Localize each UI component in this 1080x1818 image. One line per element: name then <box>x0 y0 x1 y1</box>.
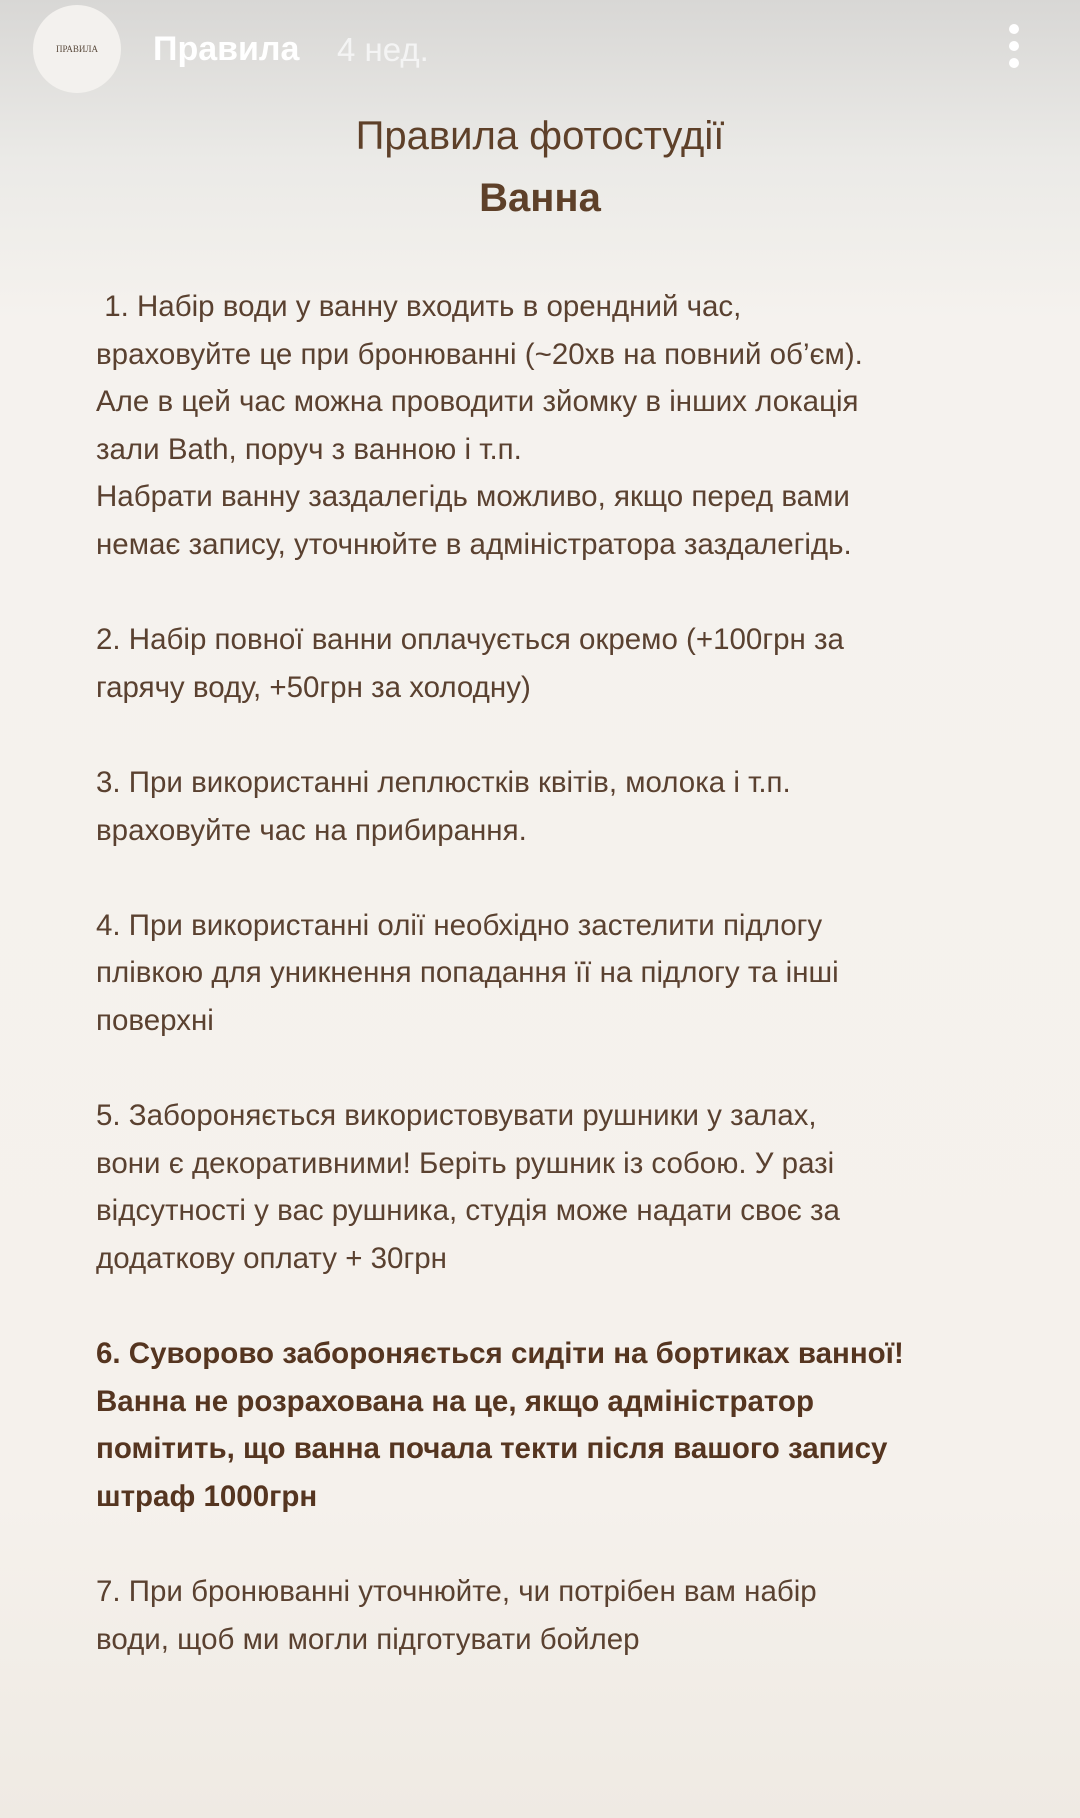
rule-item <box>96 902 904 1045</box>
rule-line: Але в цей час можна проводити зйомку в інших локація <box>96 385 859 419</box>
page-subtitle: Ванна <box>479 176 601 220</box>
rule-item <box>96 283 904 569</box>
rule-line: 1. Набір води у ванну входить в орендний час, <box>96 290 742 323</box>
more-vertical-icon[interactable] <box>1004 24 1024 68</box>
rule-line: Набрати ванну заздалегідь можливо, якщо перед вами <box>96 480 850 514</box>
page-title: Правила фотостудії <box>355 114 725 158</box>
rule-line: зали Bath, поруч з ванною і т.п. <box>96 432 522 466</box>
rule-line: води, щоб ми могли підготувати бойлер <box>96 1622 640 1656</box>
rule-line: Ванна не розрахована на це, якщо адміністратор <box>96 1384 814 1418</box>
story-username[interactable]: Правила <box>153 30 300 68</box>
rule-item <box>96 1330 904 1520</box>
story-timestamp: 4 нед. <box>337 31 429 68</box>
rule-line: помітить, що ванна почала текти після вашого запису <box>96 1432 888 1466</box>
rule-line: поверхні <box>96 1003 214 1037</box>
rule-line: гарячу воду, +50грн за холодну) <box>96 670 531 704</box>
rule-item <box>96 1092 904 1282</box>
rule-line: 2. Набір повної ванни оплачується окремо (+100грн за <box>96 623 844 657</box>
rule-line: 6. Суворово забороняється сидіти на бортиках ванної! <box>96 1337 904 1371</box>
rule-line: відсутності у вас рушника, студія може надати своє за <box>96 1194 840 1228</box>
avatar-text: ПРАВИЛА <box>56 44 98 54</box>
rule-line: додаткову оплату + 30грн <box>96 1241 447 1275</box>
rule-line: штраф 1000грн <box>96 1479 318 1513</box>
rule-line: 4. При використанні олії необхідно застелити підлогу <box>96 908 823 942</box>
rule-line: плівкою для уникнення попадання її на підлогу та інші <box>96 956 839 990</box>
rule-line: 7. При бронюванні уточнюйте, чи потрібен вам набір <box>96 1575 817 1609</box>
rules-list <box>96 283 904 1711</box>
rule-item <box>96 759 904 854</box>
rule-line: немає запису, уточнюйте в адміністратора заздалегідь. <box>96 527 852 561</box>
rule-line: враховуйте час на прибирання. <box>96 813 527 847</box>
rule-item <box>96 1568 904 1663</box>
avatar[interactable] <box>33 5 121 93</box>
rule-line: 5. Забороняється використовувати рушники у залах, <box>96 1099 817 1133</box>
rule-line: 3. При використанні леплюстків квітів, молока і т.п. <box>96 765 791 799</box>
rule-line: враховуйте це при бронюванні (~20хв на повний об’єм). <box>96 337 863 371</box>
rule-line: вони є декоративними! Беріть рушник із собою. У разі <box>96 1146 835 1180</box>
rule-item <box>96 616 904 711</box>
